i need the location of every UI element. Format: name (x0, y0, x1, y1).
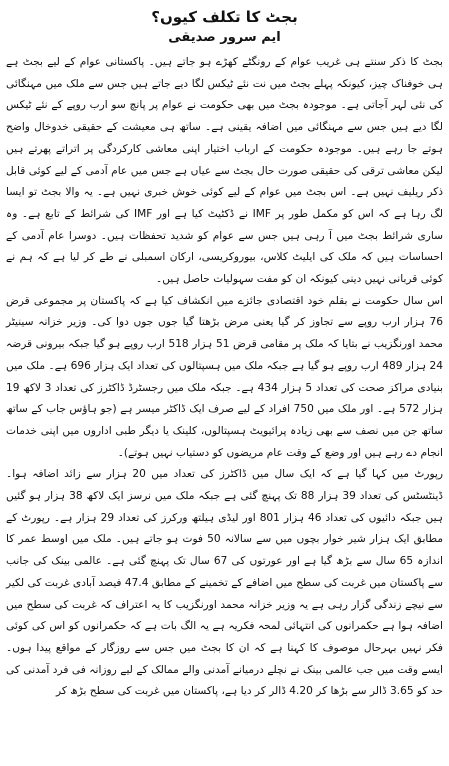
article-paragraph-1: بجٹ کا ذکر سنتے ہی غریب عوام کے رونگٹے کھڑے ہو جاتے ہیں۔ پاکستانی عوام کے لیے بجٹ ہے ہی خوفناک چیز، کیونکہ پہلے بجٹ میں نت نئے ٹیکس لگا دیے جاتے ہیں جس سے ملک میں مہنگائی کی نئی لہر آجاتی ہے۔ موجودہ بجٹ میں بھی حکومت نے عوام پر پانچ سو ارب روپے کے نئے ٹیکس لگا دیے ہیں جس سے مہنگائی میں اضافہ یقینی ہے۔ ساتھ ہی معیشت کے حقیقی خدوخال واضح ہوتے جا رہے ہیں۔ موجودہ حکومت کے ارباب اختیار اپنی معاشی کارکردگی پر اتراتے پھرتے ہیں لیکن معاشی ترقی کی حقیقی صورت حال بجٹ سے عیاں ہے جس میں عام آدمی کے لیے کوئی قابل ذکر ریلیف نہیں ہے۔ اس بجٹ میں عوام کے لیے کوئی خوش خبری نہیں ہے۔ یہ والا بجٹ تو ایسا لگ رہا ہے کہ اس کو مکمل طور پر IMF نے ڈکٹیٹ کیا ہے اور IMF کی شرائط کے تابع ہے۔ وہ ساری شرائط بجٹ میں آ رہی ہیں جس سے عوام کو شدید تحفظات ہیں۔ دوسرا عام آدمی کے احساسات ہیں کہ ملک کی ایلیٹ کلاس، بیوروکریسی، ارکان اسمبلی نے طے کر لیا ہے کہ ہم نے کوئی قربانی نہیں دینی کیونکہ ان کو مفت سہولیات حاصل ہیں۔ (6, 56, 443, 286)
article-author: ایم سرور صدیقی (168, 30, 281, 45)
article-paragraph-3: رپورٹ میں کہا گیا ہے کہ ایک سال میں ڈاکٹرز کی تعداد میں 20 ہزار سے زائد اضافہ ہوا۔ ڈینٹسٹس کی تعداد 39 ہزار 88 تک پہنچ گئی ہے جبکہ ملک میں نرسز ایک لاکھ 38 ہزار ہو گئیں ہیں جبکہ دائیوں کی تعداد 46 ہزار 801 اور لیڈی ہیلتھ ورکرز کی تعداد 29 ہزار ہے۔ رپورٹ کے مطابق ایک ہزار شیر خوار بچوں میں سے سالانہ 50 فوت ہو جاتے ہیں۔ ملک میں اوسط عمر کا اندازہ 65 سال سے بڑھ گیا ہے اور عورتوں کی 67 سال تک پہنچ گئی ہے۔ عالمی بینک کی جانب سے پاکستان میں غربت کی سطح میں اضافے کے تخمینے کے مطابق 47.4 فیصد آبادی غربت کی لکیر سے نیچے زندگی گزار رہی ہے یہ وزیر خزانہ محمد اورنگزیب کا یہ اعتراف کہ غربت کی سطح میں اضافہ ہوا ہے حکمرانوں کی انتہائی لمحہ فکریہ ہے یہ الگ بات ہے کہ حکمرانوں کو اس کی کوئی فکر نہیں بہرحال موصوف کا کہنا ہے کہ ان کا بجٹ میں جس سے روزگار کے مواقع پیدا ہوں۔ ایسے وقت میں جب عالمی بینک نے نچلے درمیانے آمدنی والے ممالک کے لیے روزانہ فی فرد آمدنی کی حد کو 3.65 ڈالر سے بڑھا کر 4.20 ڈالر کر دیا ہے، پاکستان میں غربت کی سطح بڑھ کر (6, 468, 443, 698)
article-title: بجٹ کا تکلف کیوں؟ (151, 8, 298, 26)
article-paragraph-2: اس سال حکومت نے بقلم خود اقتصادی جائزے میں انکشاف کیا ہے کہ پاکستان پر مجموعی قرض 76 ہزار ارب روپے سے تجاوز کر گیا یعنی مرض بڑھتا گیا جوں جوں دوا کی۔ وزیر خزانہ سینیٹر محمد اورنگزیب نے بتایا کہ ملک پر مقامی قرض 51 ہزار 518 ارب روپے ہو گیا جبکہ بیرونی قرضہ 24 ہزار 489 ارب روپے ہو گیا ہے جبکہ ملک میں ہسپتالوں کی تعداد ایک ہزار 696 ہے۔ ملک میں بنیادی مراکز صحت کی تعداد 5 ہزار 434 ہے۔ جبکہ ملک میں رجسٹرڈ ڈاکٹرز کی تعداد 3 لاکھ 19 ہزار 572 ہے۔ اور ملک میں 750 افراد کے لیے صرف ایک ڈاکٹر میسر ہے (جو ہاؤس جاب کے ساتھ ساتھ جن میں نصف سے بھی زیادہ پرائیویٹ ہسپتالوں، کلینک یا دیگر طبی اداروں میں اپنی خدمات انجام دے رہے ہیں اور وضع کے وقت عام مریضوں کو دستیاب نہیں ہوتے)۔ (6, 294, 443, 459)
